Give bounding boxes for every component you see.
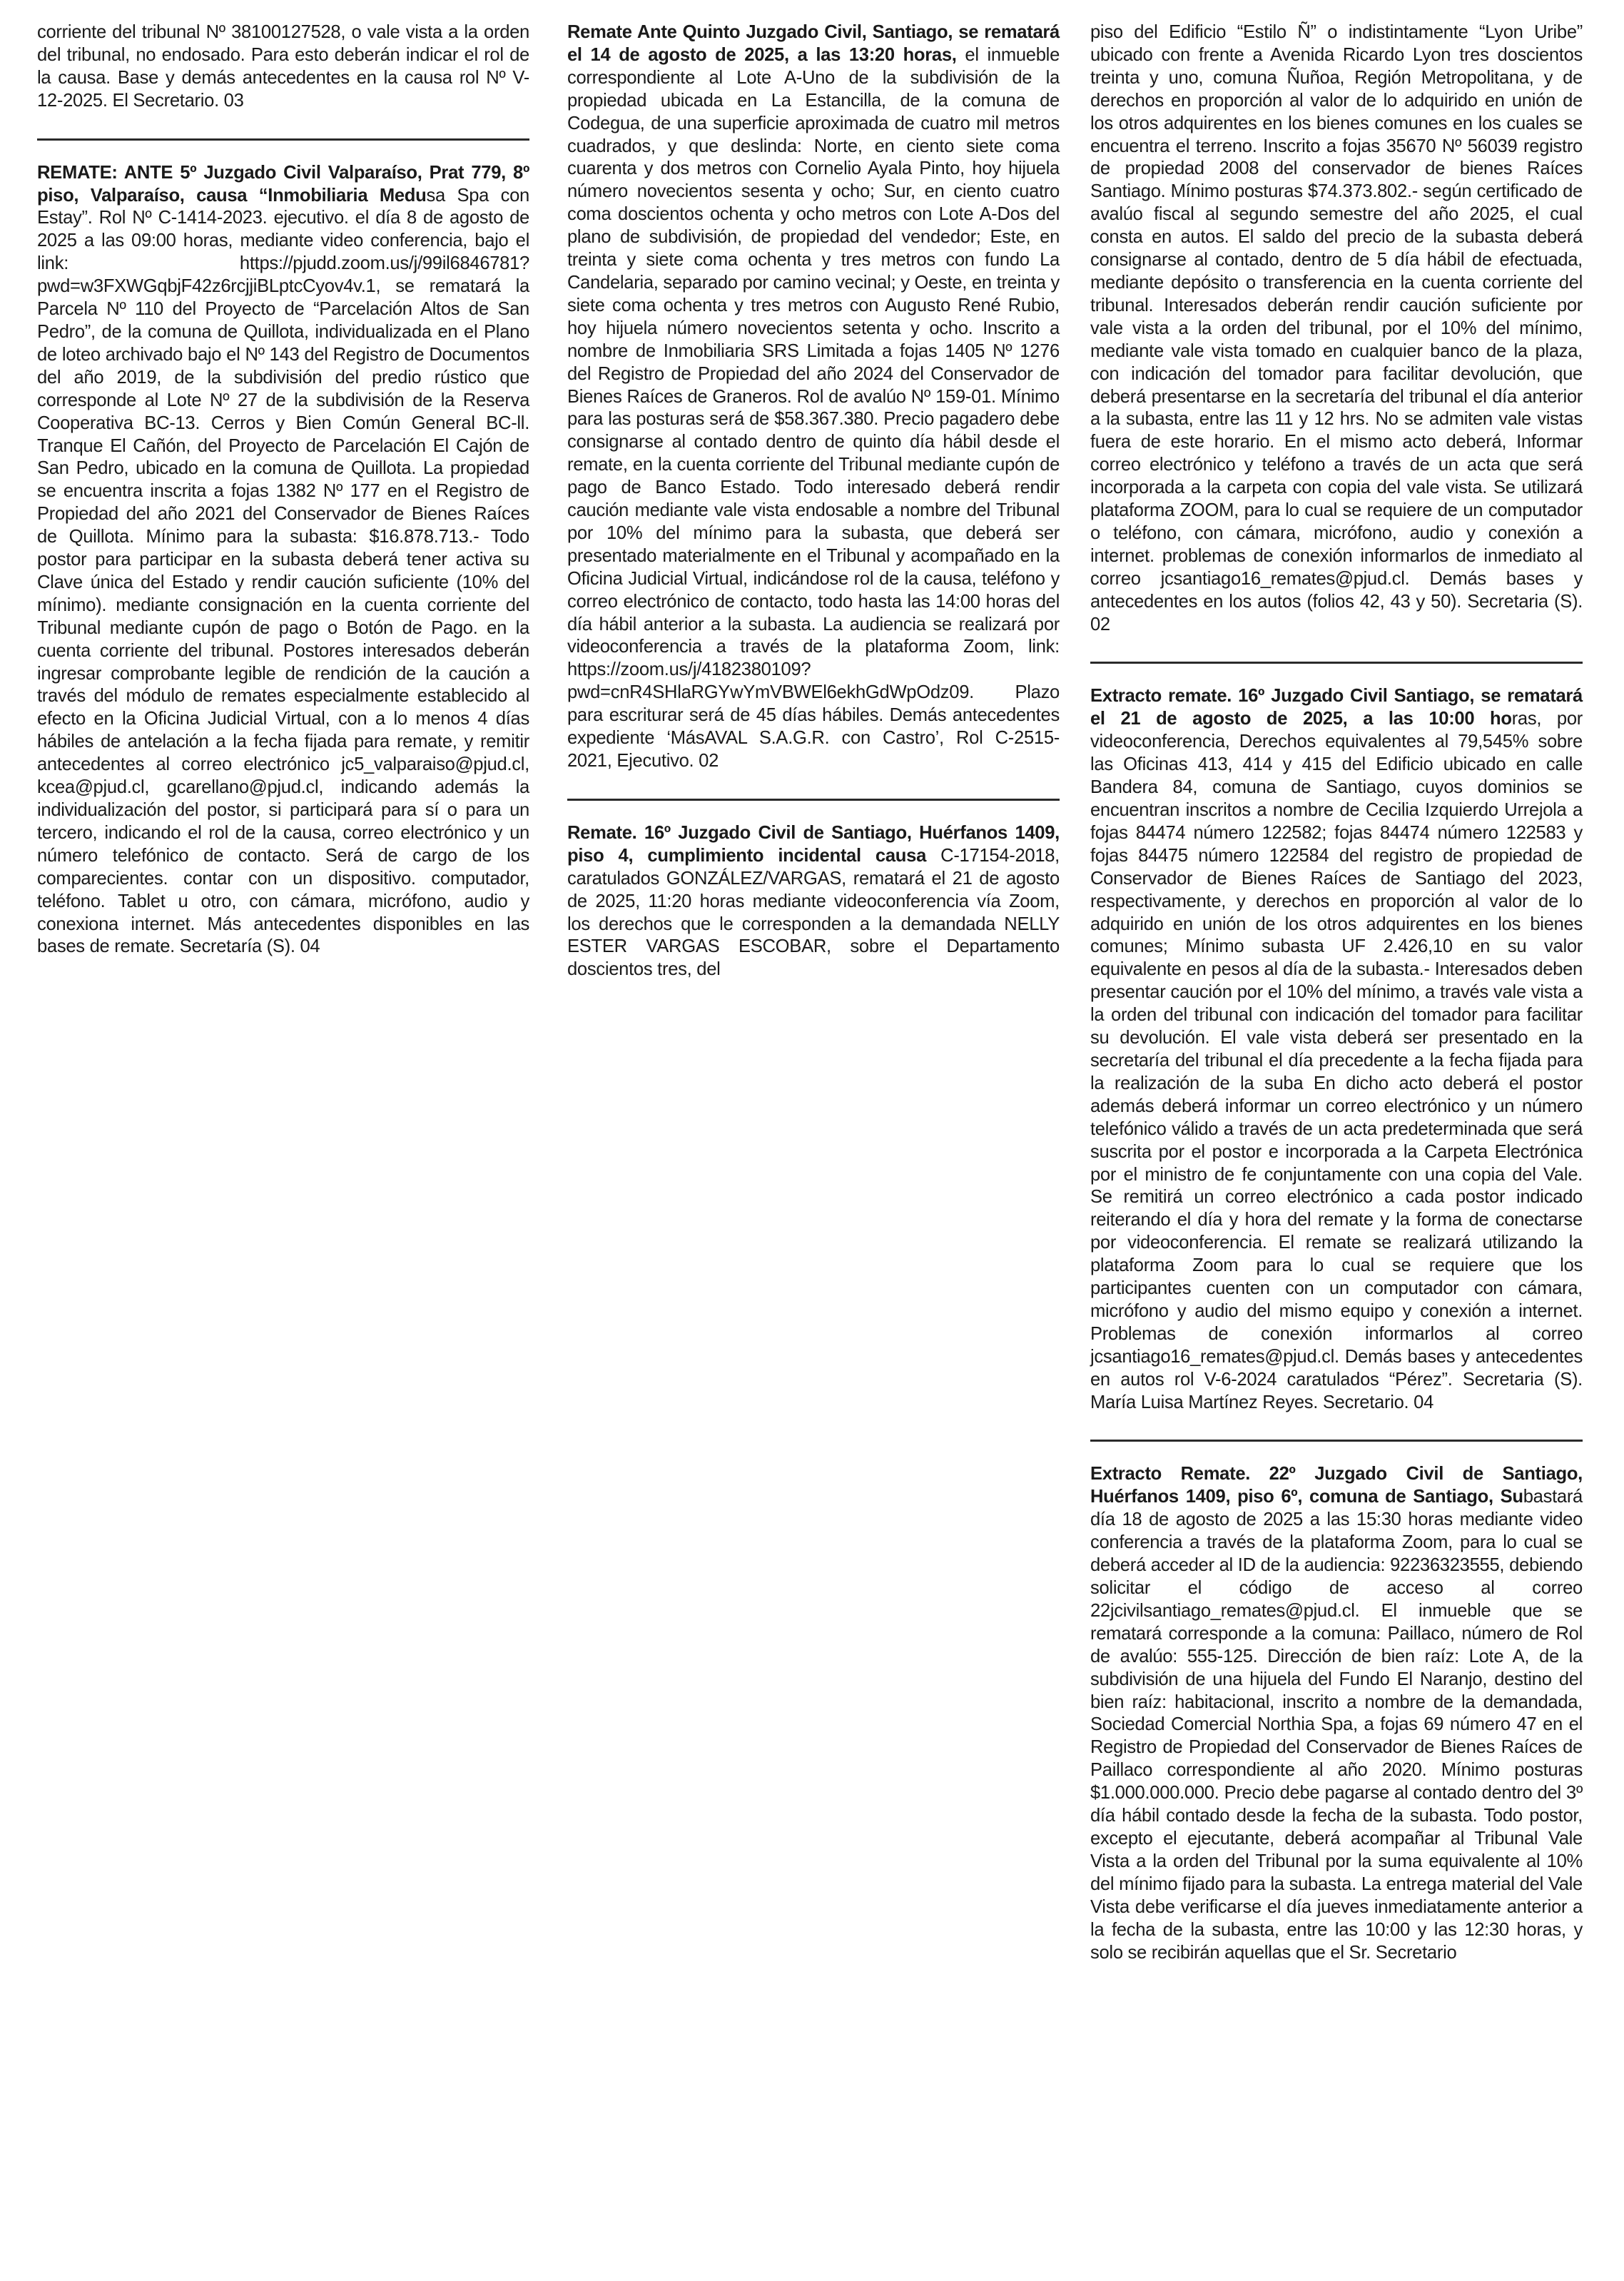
notice-heading: Remate Ante Quinto Juzgado Civil, Santiago, se rematará el 14 de agosto de 2025, a las 13:20 horas, (567, 22, 1060, 65)
notice-heading: Extracto remate. 16º Juzgado Civil Santiago, se rematará el 21 de agosto de 2025, a las 10:00 ho (1090, 686, 1583, 729)
column-1 (37, 21, 529, 959)
notice-divider (567, 799, 1060, 801)
notice-remate-valparaiso (37, 162, 529, 959)
notice-divider (1090, 1440, 1583, 1442)
column-2 (567, 21, 1060, 981)
notice-heading: REMATE: ANTE 5º Juzgado Civil Valparaíso, Prat 779, 8º piso, Valparaíso, causa “Inmobiliaria Medu (37, 162, 529, 206)
notice-continuation (37, 21, 529, 113)
notice-continuation (1090, 21, 1583, 636)
notice-body: piso del Edificio “Estilo Ñ” o indistintamente “Lyon Uribe” ubicado con frente a Avenida Ricardo Lyon tres doscientos treinta y uno, comuna Ñuñoa, Región Metropolitana, y de derechos en proporción al valor de lo adquirido en unión de los otros adquirentes en los bienes comunes en los cuales se encuentra el terreno. Inscrito a fojas 35670 Nº 56039 registro de propiedad 2008 del conservador de bienes Raíces Santiago. Mínimo posturas $74.373.802.- según certificado de avalúo fiscal al segundo semestre del año 2025, el cual consta en autos. El saldo del precio de la subasta deberá consignarse al contado, dentro de 5 día hábil de efectuada, mediante depósito o transferencia en la cuenta corriente del tribunal. Interesados deberán rendir caución suficiente por vale vista a la orden del tribunal, por el 10% del mínimo, mediante vale vista tomado en cualquier banco de la plaza, con indicación del tomador para facilitar devolución, que deberá presentarse en la secretaría del tribunal el día anterior a la subasta, entre las 11 y 12 hrs. No se admiten vale vistas fuera de este horario. En el mismo acto deberá, Informar correo electrónico y teléfono a través de un acta que será incorporada a la carpeta con copia del vale vista. Se utilizará plataforma ZOOM, para lo cual se requiere de un computador o teléfono, con cámara, micrófono, audio y conexión a internet. problemas de conexión informarlos de inmediato al correo jcsantiago16_remates@pjud.cl. Demás bases y antecedentes en los autos (folios 42, 43 y 50). Secretaria (S). 02 (1090, 22, 1583, 634)
notice-body: ras, por videoconferencia, Derechos equivalentes al 79,545% sobre las Oficinas 413, 414 y 415 del Edificio ubicado en calle Bandera 84, comuna de Santiago, cuyos dominios se encuentran inscritos a nombre de Cecilia Izquierdo Urrejola a fojas 84474 número 122582; fojas 84474 número 122583 y fojas 84475 número 122584 del registro de propiedad de Conservador de Bienes Raíces de Santiago del 2023, respectivamente, y derechos en proporción al valor de lo adquirido en unión de los otros adquirentes en los bienes comunes; Mínimo subasta UF 2.426,10 en su valor equivalente en pesos al día de la subasta.- Interesados deben presentar caución por el 10% del mínimo, a través vale vista a la orden del tribunal con indicación del tomador para facilitar su devolución. El vale vista deberá ser presentado en la secretaría del tribunal el día precedente a la fecha fijada para la realización de la suba En dicho acto deberá el postor además deberá informar un correo electrónico y un número telefónico válido a través de un acta predeterminada que será suscrita por el postor e incorporada a la Carpeta Electrónica por el ministro de fe conjuntamente con una copia del Vale. Se remitirá un correo electrónico a cada postor indicado reiterando el día y hora del remate y la forma de conectarse por videoconferencia. El remate se realizará utilizando la plataforma Zoom para lo cual se requiere que los participantes cuenten con un computador con cámara, micrófono y audio del mismo equipo y conexión a internet. Problemas de conexión informarlos al correo jcsantiago16_remates@pjud.cl. Demás bases y antecedentes en autos rol V-6-2024 caratulados “Pérez”. Secretaria (S). María Luisa Martínez Reyes. Secretario. 04 (1090, 709, 1583, 1412)
notice-heading: Extracto Remate. 22º Juzgado Civil de Santiago, Huérfanos 1409, piso 6º, comuna de Santiago, Su (1090, 1464, 1583, 1507)
notice-divider (37, 138, 529, 141)
notice-remate-16-juzgado (567, 822, 1060, 981)
notice-body: C-17154-2018, caratulados GONZÁLEZ/VARGAS, rematará el 21 de agosto de 2025, 11:20 horas mediante videoconferencia vía Zoom, los derechos que le corresponden a la demandada NELLY ESTER VARGAS ESCOBAR, sobre el Departamento doscientos tres, del (567, 845, 1060, 980)
column-3 (1090, 21, 1583, 1964)
notice-body: corriente del tribunal Nº 38100127528, o vale vista a la orden del tribunal, no endosado. Para esto deberán indicar el rol de la causa. Base y demás antecedentes en la causa rol Nº V-12-2025. El Secretario. 03 (37, 22, 529, 111)
notice-body: el inmueble correspondiente al Lote A-Uno de la subdivisión de la propiedad ubicada en La Estancilla, de la comuna de Codegua, de una superficie aproximada de cuatro mil metros cuadrados, y que deslinda: Norte, en ciento siete coma cuarenta y dos metros con Cornelio Ayala Pinto, hoy hijuela número novecientos sesenta y ocho; Sur, en ciento cuatro coma doscientos ochenta y ocho metros con Lote A-Dos del plano de subdivisión, de propiedad del vendedor; Este, en treinta y siete coma ochenta y tres metros con fundo La Candelaria, separado por camino vecinal; y Oeste, en treinta y siete coma ochenta y tres metros con Augusto René Rubio, hoy hijuela número novecientos setenta y ocho. Inscrito a nombre de Inmobiliaria SRS Limitada a fojas 1405 Nº 1276 del Registro de Propiedad del año 2024 del Conservador de Bienes Raíces de Graneros. Rol de avalúo Nº 159-01. Mínimo para las posturas será de $58.367.380. Precio pagadero debe consignarse al contado dentro de quinto día hábil desde el remate, en la cuenta corriente del Tribunal mediante cupón de pago de Banco Estado. Todo interesado deberá rendir caución mediante vale vista endosable a nombre del Tribunal por 10% del mínimo para la subasta, que deberá ser presentado materialmente en el Tribunal y acompañado en la Oficina Judicial Virtual, indicándose rol de la causa, teléfono y correo electrónico de contacto, todo hasta las 14:00 horas del día hábil anterior a la subasta. La audiencia se realizará por videoconferencia a través de la plataforma Zoom, link: https://zoom.us/j/4182380109?pwd=cnR4SHlaRGYwYmVBWEl6ekhGdWpOdz09. Plazo para escriturar será de 45 días hábiles. Demás antecedentes expediente ‘MásAVAL S.A.G.R. con Castro’, Rol C-2515-2021, Ejecutivo. 02 (567, 44, 1060, 771)
notice-remate-quinto-juzgado (567, 21, 1060, 773)
notice-extracto-remate-16 (1090, 685, 1583, 1414)
notice-body: bastará día 18 de agosto de 2025 a las 15:30 horas mediante video conferencia a través de la plataforma Zoom, para lo cual se deberá acceder al ID de la audiencia: 92236323555, debiendo solicitar el código de acceso al correo 22jcivilsantiago_remates@pjud.cl. El inmueble que se rematará corresponde a la comuna: Paillaco, número de Rol de avalúo: 555-125. Dirección de bien raíz: Lote A, de la subdivisión de una hijuela del Fundo El Naranjo, destino del bien raíz: habitacional, inscrito a nombre de la demandada, Sociedad Comercial Northia Spa, a fojas 69 número 47 en el Registro de Propiedad del Conservador de Bienes Raíces de Paillaco correspondiente al año 2020. Mínimo posturas $1.000.000.000. Precio debe pagarse al contado dentro del 3º día hábil contado desde la fecha de la subasta. Todo postor, excepto el ejecutante, deberá acompañar al Tribunal Vale Vista a la orden del Tribunal por la suma equivalente al 10% del mínimo fijado para la subasta. La entrega material del Vale Vista debe verificarse el día jueves inmediatamente anterior a la fecha de la subasta, entre las 10:00 y las 12:30 horas, y solo se recibirán aquellas que el Sr. Secretario (1090, 1487, 1583, 1963)
notice-heading: Remate. 16º Juzgado Civil de Santiago, Huérfanos 1409, piso 4, cumplimiento incidental causa (567, 822, 1060, 866)
notice-divider (1090, 662, 1583, 664)
notice-extracto-remate-22 (1090, 1463, 1583, 1964)
notice-body: sa Spa con Estay”. Rol Nº C-1414-2023. ejecutivo. el día 8 de agosto de 2025 a las 09:00 horas, mediante video conferencia, bajo el link: https://pjudd.zoom.us/j/99il6846781?pwd=w3FXWGqbjF42z6rcjjiBLptcCyov4v.1, se rematará la Parcela Nº 110 del Proyecto de “Parcelación Altos de San Pedro”, de la comuna de Quillota, individualizada en el Plano de loteo archivado bajo el Nº 143 del Registro de Documentos del año 2019, de la subdivisión del predio rústico que corresponde al Lote Nº 27 de la subdivisión de la Reserva Cooperativa BC-13. Cerros y Bien Común General BC-ll. Tranque El Cañón, del Proyecto de Parcelación El Cajón de San Pedro, ubicado en la comuna de Quillota. La propiedad se encuentra inscrita a fojas 1382 Nº 177 en el Registro de Propiedad del año 2021 del Conservador de Bienes Raíces de Quillota. Mínimo para la subasta: $16.878.713.- Todo postor para participar en la subasta deberá tener activa su Clave única del Estado y rendir caución suficiente (10% del mínimo). mediante consignación en la cuenta corriente del Tribunal mediante cupón de pago o Botón de Pago. en la cuenta corriente del tribunal. Postores interesados deberán ingresar comprobante legible de rendición de la caución a través del módulo de remates especialmente establecido al efecto en la Oficina Judicial Virtual, con a lo menos 4 días hábiles de antelación a la fecha fijada para remate, y remitir antecedentes al correo electrónico jc5_valparaiso@pjud.cl, kcea@pjud.cl, gcarellano@pjud.cl, indicando además la individualización del postor, si participará para sí o para un tercero, indicando el rol de la causa, correo electrónico y un número telefónico de contacto. Será de cargo de los comparecientes. contar con un dispositivo. computador, teléfono. Tablet u otro, con cámara, micrófono, audio y conexiona internet. Más antecedentes disponibles en las bases de remate. Secretaría (S). 04 (37, 185, 529, 957)
